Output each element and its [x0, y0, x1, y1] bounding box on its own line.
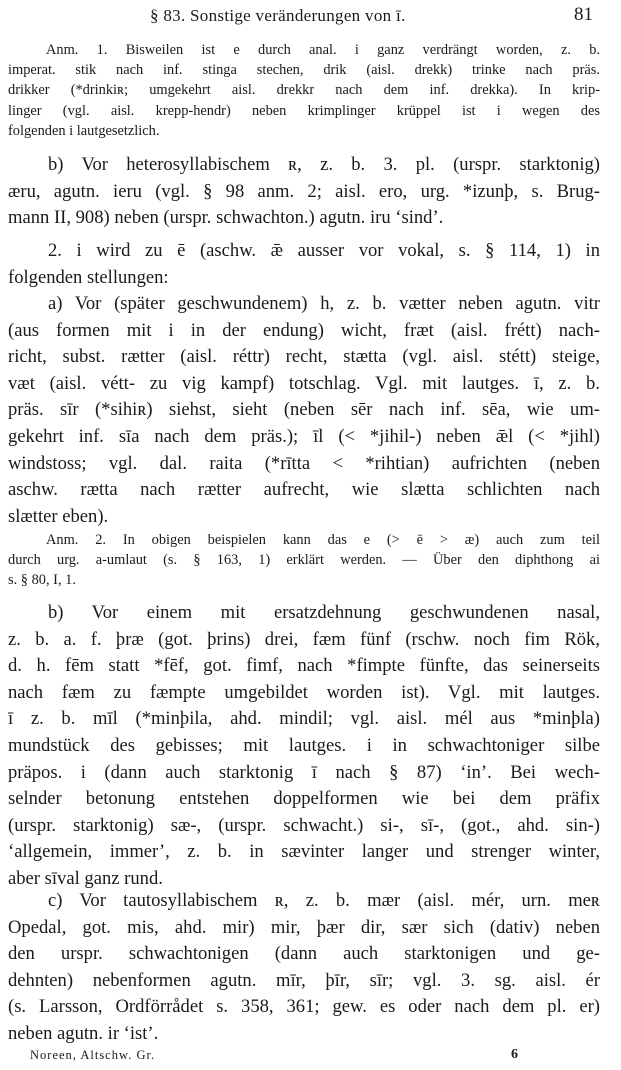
page-number: 81 — [574, 4, 593, 25]
text-line: windstoss; vgl. dal. raita (*rītta < *rihtian) aufrichten (neben — [8, 452, 600, 474]
paragraph-2a — [8, 291, 600, 530]
text-line: slætter eben). — [8, 505, 109, 527]
text-line: Opedal, got. mis, ahd. mir) mir, þær dir, sær sich (dativ) neben — [8, 916, 600, 938]
page-footer — [0, 1048, 621, 1068]
paragraph-2c — [8, 888, 600, 1048]
text-line: den urspr. schwachtonigen (dann auch starktonigen und ge- — [8, 943, 600, 965]
text-line: präpos. i (dann auch starktonig ī nach § 87) ‘in’. Bei wech- — [8, 761, 600, 783]
text-line: væt (aisl. vétt- zu vig kampf) totschlag. Vgl. mit lautges. ī, z. b. — [8, 372, 600, 394]
text-line: z. b. a. f. þræ (got. þrins) drei, fæm fünf (rschw. noch fim Rök, — [8, 628, 600, 650]
paragraph-2b — [8, 600, 600, 893]
text-line: mundstück des gebisses; mit lautges. i in schwachtoniger silbe — [8, 734, 600, 756]
signature-mark: 6 — [511, 1047, 518, 1062]
text-line: linger (vgl. aisl. krepp-hendr) neben krimplinger krüppel ist i wegen des — [8, 102, 600, 119]
text-line: mann II, 908) neben (urspr. schwachton.) agutn. iru ‘sind’. — [8, 207, 444, 229]
text-line: durch urg. a-umlaut (s. § 163, 1) erklärt werden. — Über den diphthong ai — [8, 552, 600, 569]
note-anm-2 — [8, 530, 600, 591]
text-line: imperat. stik nach inf. stinga stechen, drik (aisl. drekk) trinke nach präs. — [8, 62, 600, 79]
text-line: Anm. 2. In obigen beispielen kann das e (> ē > æ) auch zum teil — [46, 532, 600, 548]
text-line: aschw. rætta nach rætter aufrecht, wie slætta schlichten nach — [8, 479, 600, 501]
text-line: nach fæm zu fæmpte umgebildet worden ist). Vgl. mit lautges. — [8, 681, 600, 703]
footer-author: Noreen, Altschw. Gr. — [30, 1048, 156, 1062]
text-line: folgenden stellungen: — [8, 266, 169, 288]
text-line: ī z. b. mīl (*minþila, ahd. mindil; vgl. aisl. mél aus *minþla) — [8, 708, 600, 730]
text-line: (urspr. starktonig) sæ-, (urspr. schwacht.) si-, sī-, (got., ahd. sin-) — [8, 814, 600, 836]
paragraph-2 — [8, 238, 600, 291]
text-line: richt, subst. rætter (aisl. réttr) recht, stætta (vgl. aisl. stétt) steige, — [8, 346, 600, 368]
note-anm-1 — [8, 40, 600, 141]
text-line: dehnten) nebenformen agutn. mīr, þīr, sīr; vgl. 3. sg. aisl. ér — [8, 969, 600, 991]
text-line: æru, agutn. ieru (vgl. § 98 anm. 2; aisl. ero, urg. *izunþ, s. Brug- — [8, 180, 600, 202]
text-line: drikker (*drinkiʀ; umgekehrt aisl. drekkr nach dem inf. drekka). In krip- — [8, 82, 600, 99]
text-line: Anm. 1. Bisweilen ist e durch anal. i ganz verdrängt worden, z. b. — [46, 42, 600, 58]
text-line: ‘allgemein, immer’, z. b. in sævinter langer und strenger winter, — [8, 841, 600, 863]
text-line: a) Vor (später geschwundenem) h, z. b. vætter neben agutn. vitr — [48, 293, 600, 314]
text-line: präs. sīr (*sihiʀ) siehst, sieht (neben sēr nach inf. sēa, wie um- — [8, 399, 600, 421]
text-line: aber sīval ganz rund. — [8, 867, 163, 889]
text-line: (s. Larsson, Ordförrådet s. 358, 361; gew. es oder nach dem pl. er) — [8, 996, 600, 1018]
paragraph-1b — [8, 152, 600, 232]
text-line: d. h. fēm statt *fēf, got. fimf, nach *fimpte fünfte, das seinerseits — [8, 655, 600, 677]
text-line: 2. i wird zu ē (aschw. ǣ ausser vor vokal, s. § 114, 1) in — [48, 240, 600, 261]
text-line: selnder betonung entstehen doppelformen wie bei dem präfix — [8, 788, 600, 810]
text-line: neben agutn. ir ‘ist’. — [8, 1022, 159, 1044]
section-title: § 83. Sonstige veränderungen von ī. — [150, 6, 406, 25]
text-line: (aus formen mit i in der endung) wicht, fræt (aisl. frétt) nach- — [8, 319, 600, 341]
text-line: s. § 80, I, 1. — [8, 572, 76, 589]
text-line: c) Vor tautosyllabischem ʀ, z. b. mær (aisl. mér, urn. meʀ — [48, 890, 600, 911]
running-header — [0, 4, 621, 28]
text-line: folgenden i lautgesetzlich. — [8, 122, 160, 139]
text-line: b) Vor heterosyllabischem ʀ, z. b. 3. pl. (urspr. starktonig) — [48, 154, 600, 175]
text-line: gekehrt inf. sīa nach dem präs.); īl (< *jihil-) neben ǣl (< *jihl) — [8, 425, 600, 447]
text-line: b) Vor einem mit ersatzdehnung geschwundenen nasal, — [48, 602, 600, 623]
